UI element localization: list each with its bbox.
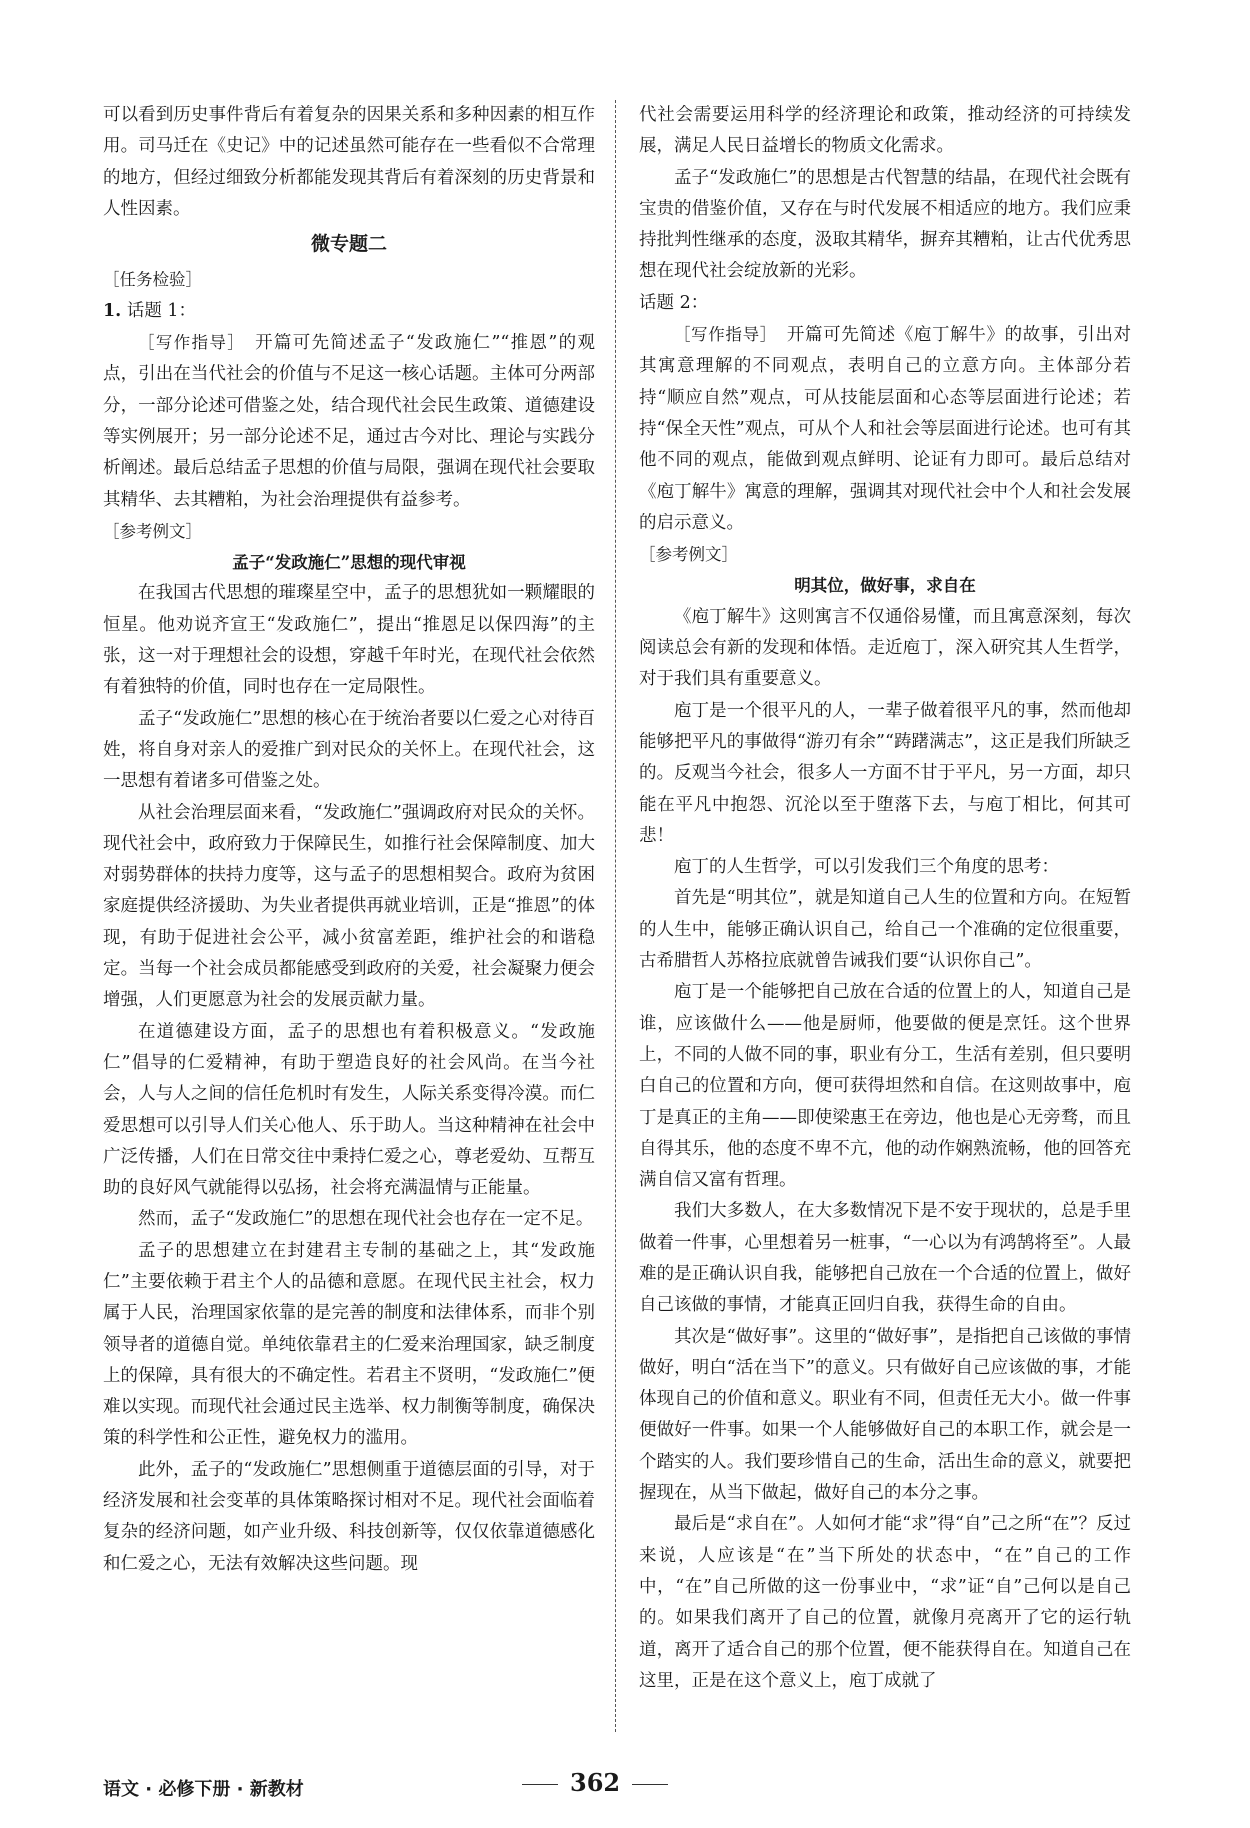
essay-paragraph: 庖丁是一个能够把自己放在合适的位置上的人，知道自己是谁，应该做什么——他是厨师，他要做的便是烹饪。这个世界上，不同的人做不同的事，职业有分工，生活有差别，但只要明白自己的位置和方向，便可获得坦然和自信。在这则故事中，庖丁是真正的主角——即使梁惠王在旁边，他也是心无旁骛，而且自得其乐，他的态度不卑不亢，他的动作娴熟流畅，他的回答充满自信又富有哲理。 (639, 982, 1131, 1191)
sample-tag: ［参考例文］ (103, 521, 202, 541)
essay-paragraph: 《庖丁解牛》这则寓言不仅通俗易懂，而且寓意深刻，每次阅读总会有新的发现和体悟。走近庖丁，深入研究其人生哲学，对于我们具有重要意义。 (639, 606, 1131, 690)
essay-paragraph: 孟子“发政施仁”思想的核心在于统治者要以仁爱之心对待百姓，将自身对亲人的爱推广到对民众的关怀上。在现代社会，这一思想有着诸多可借鉴之处。 (103, 708, 595, 792)
dash-left (522, 1784, 558, 1785)
essay-paragraph: 在道德建设方面，孟子的思想也有着积极意义。“发政施仁”倡导的仁爱精神，有助于塑造良好的社会风尚。在当今社会，人与人之间的信任危机时有发生，人际关系变得冷漠。而仁爱思想可以引导人们关心他人、乐于助人。当这种精神在社会中广泛传播，人们在日常交往中秉持仁爱之心，尊老爱幼、互帮互助的良好风气就能得以弘扬，社会将充满温情与正能量。 (103, 1021, 595, 1199)
essay-paragraph: 从社会治理层面来看，“发政施仁”强调政府对民众的关怀。现代社会中，政府致力于保障民生，如推行社会保障制度、加大对弱势群体的扶持力度等，这与孟子的思想相契合。政府为贫困家庭提供经济援助、为失业者提供再就业培训，正是“推恩”的体现，有助于促进社会公平，减小贫富差距，维护社会的和谐稳定。当每一个社会成员都能感受到政府的关爱，社会凝聚力便会增强，人们更愿意为社会的发展贡献力量。 (103, 802, 595, 1011)
essay-paragraph: 庖丁是一个很平凡的人，一辈子做着很平凡的事，然而他却能够把平凡的事做得“游刃有余”“踌躇满志”，这正是我们所缺乏的。反观当今社会，很多人一方面不甘于平凡，另一方面，却只能在平凡中抱怨、沉沦以至于堕落下去，与庖丁相比，何其可悲！ (639, 700, 1131, 846)
footer-book-info: 语文 · 必修下册 · 新教材 (103, 1779, 304, 1800)
essay-paragraph: 我们大多数人，在大多数情况下是不安于现状的，总是手里做着一件事，心里想着另一桩事，“一心以为有鸿鹄将至”。人最难的是正确认识自我，能够把自己放在一个合适的位置上，做好自己该做的事情，才能真正回归自我，获得生命的自由。 (639, 1201, 1131, 1316)
continuation-paragraph: 代社会需要运用科学的经济理论和政策，推动经济的可持续发展，满足人民日益增长的物质文化需求。 (639, 105, 1131, 157)
guide-label: ［写作指导］ (138, 333, 246, 353)
essay-paragraph: 首先是“明其位”，就是知道自己人生的位置和方向。在短暂的人生中，能够正确认识自己，给自己一个准确的定位很重要，古希腊哲人苏格拉底就曾告诫我们要“认识你自己”。 (639, 888, 1131, 972)
column-divider (615, 100, 616, 1732)
opening-paragraph: 可以看到历史事件背后有着复杂的因果关系和多种因素的相互作用。司马迁在《史记》中的记述虽然可能存在一些看似不合常理的地方，但经过细致分析都能发现其背后有着深刻的历史背景和人性因素。 (103, 105, 595, 219)
section-title: 微专题二 (310, 233, 387, 256)
right-column (639, 100, 1131, 1732)
essay-paragraph: 其次是“做好事”。这里的“做好事”，是指把自己该做的事情做好，明白“活在当下”的意义。只有做好自己应该做的事，才能体现自己的价值和意义。职业有不同，但责任无大小。做一件事便做好一件事。如果一个人能够做好自己的本职工作，就会是一个踏实的人。我们要珍惜自己的生命，活出生命的意义，就要把握现在，从当下做起，做好自己的本分之事。 (639, 1326, 1131, 1504)
task-tag: ［任务检验］ (103, 270, 202, 290)
essay-paragraph: 最后是“求自在”。人如何才能“求”得“自”己之所“在”？反过来说，人应该是“在”当下所处的状态中，“在”自己的工作中，“在”自己所做的这一份事业中，“求”证“自”己何以是自己的。如果我们离开了自己的位置，就像月亮离开了它的运行轨道，离开了适合自己的那个位置，便不能获得自在。知道自己在这里，正是在这个意义上，庖丁成就了 (639, 1514, 1131, 1691)
essay-title: 明其位，做好事，求自在 (794, 576, 976, 596)
writing-guide-1 (103, 327, 595, 516)
item-2-topic: 话题 2： (639, 292, 709, 313)
left-column (103, 100, 595, 1732)
page-number-wrapper (510, 1768, 680, 1797)
guide-label: ［写作指导］ (674, 325, 777, 345)
item-1-topic: 话题 1： (126, 300, 197, 321)
writing-guide-2 (639, 319, 1131, 539)
page-number: 362 (570, 1768, 621, 1797)
conclusion-paragraph: 孟子“发政施仁”的思想是古代智慧的结晶，在现代社会既有宝贵的借鉴价值，又存在与时代发展不相适应的地方。我们应秉持批判性继承的态度，汲取其精华，摒弃其糟粕，让古代优秀思想在现代社会绽放新的光彩。 (639, 167, 1131, 282)
essay-paragraph: 孟子的思想建立在封建君主专制的基础之上，其“发政施仁”主要依赖于君主个人的品德和意愿。在现代民主社会，权力属于人民，治理国家依靠的是完善的制度和法律体系，而非个别领导者的道德自觉。单纯依靠君主的仁爱来治理国家，缺乏制度上的保障，具有很大的不确定性。若君主不贤明，“发政施仁”便难以实现。而现代社会通过民主选举、权力制衡等制度，确保决策的科学性和公正性，避免权力的滥用。 (103, 1240, 595, 1449)
dash-right (632, 1784, 668, 1785)
item-1-number: 1. (103, 300, 122, 321)
essay-paragraph: 庖丁的人生哲学，可以引发我们三个角度的思考： (674, 857, 1059, 878)
essay-paragraph: 此外，孟子的“发政施仁”思想侧重于道德层面的引导，对于经济发展和社会变革的具体策略探讨相对不足。现代社会面临着复杂的经济问题，如产业升级、科技创新等，仅仅依靠道德感化和仁爱之心，无法有效解决这些问题。现 (103, 1459, 595, 1574)
essay-paragraph: 然而，孟子“发政施仁”的思想在现代社会也存在一定不足。 (138, 1209, 594, 1230)
item-1-heading (103, 296, 595, 327)
essay-title: 孟子“发政施仁”思想的现代审视 (232, 553, 466, 573)
sample-tag: ［参考例文］ (639, 545, 738, 565)
guide-text: 开篇可先简述《庖丁解牛》的故事，引出对其寓意理解的不同观点，表明自己的立意方向。主体部分若持“顺应自然”观点，可从技能层面和心态等层面进行论述；若持“保全天性”观点，可从个人和社会等层面进行论述。也可有其他不同的观点，能做到观点鲜明、论证有力即可。最后总结对《庖丁解牛》寓意的理解，强调其对现代社会中个人和社会发展的启示意义。 (639, 325, 1131, 533)
guide-text: 开篇可先简述孟子“发政施仁”“推恩”的观点，引出在当代社会的价值与不足这一核心话题。主体可分两部分，一部分论述可借鉴之处，结合现代社会民生政策、道德建设等实例展开；另一部分论述不足，通过古今对比、理论与实践分析阐述。最后总结孟子思想的价值与局限，强调在现代社会要取其精华、去其糟粕，为社会治理提供有益参考。 (103, 333, 595, 510)
essay-paragraph: 在我国古代思想的璀璨星空中，孟子的思想犹如一颗耀眼的恒星。他劝说齐宣王“发政施仁”，提出“推恩足以保四海”的主张，这一对于理想社会的设想，穿越千年时光，在现代社会依然有着独特的价值，同时也存在一定局限性。 (103, 583, 595, 698)
